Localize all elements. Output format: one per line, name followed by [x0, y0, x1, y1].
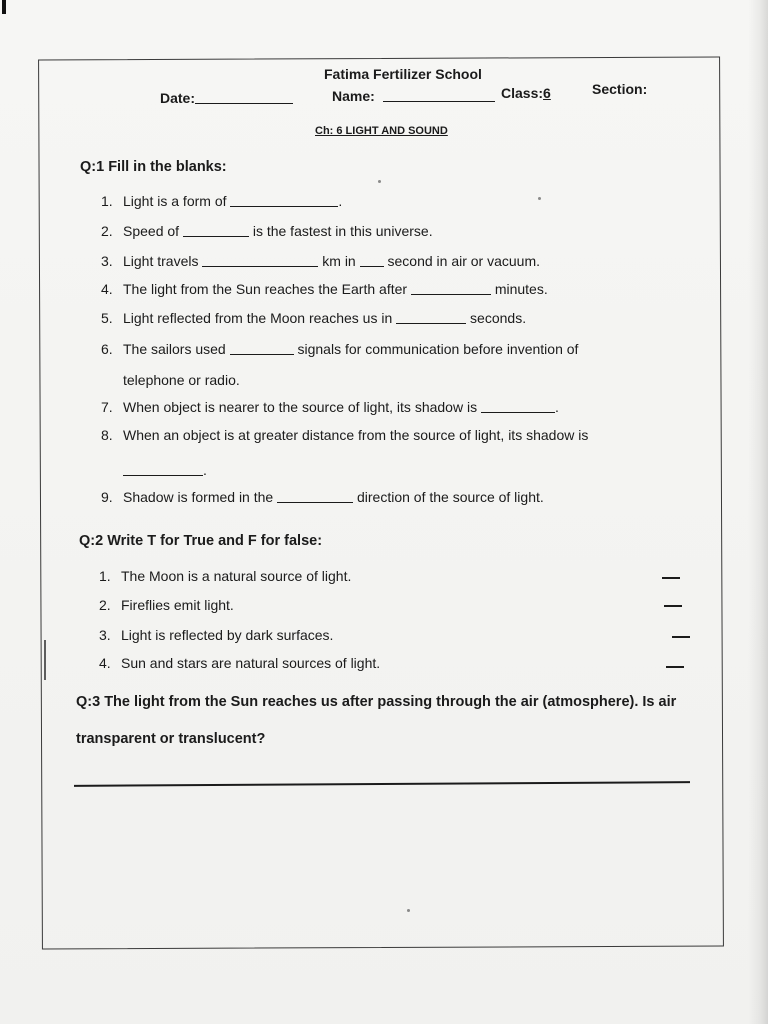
scan-speck: [407, 909, 410, 912]
q2-item: 3. Light is reflected by dark surfaces.: [99, 627, 334, 643]
q2-item: 4. Sun and stars are natural sources of light.: [99, 655, 381, 671]
q1-item-continuation: telephone or radio.: [123, 372, 240, 388]
q1-item: 6. The sailors used signals for communication before invention of: [101, 341, 579, 357]
fill-blank[interactable]: [277, 490, 353, 503]
fill-blank[interactable]: [230, 194, 338, 207]
scan-speck: [538, 197, 541, 200]
q1-item: 2. Speed of is the fastest in this universe.: [101, 223, 433, 239]
q1-title: Q:1 Fill in the blanks:: [80, 159, 227, 175]
name-blank[interactable]: [383, 89, 495, 102]
q1-item: 1. Light is a form of .: [101, 193, 343, 209]
fill-blank[interactable]: [183, 224, 249, 237]
fill-blank[interactable]: [396, 311, 466, 324]
answer-blank[interactable]: [666, 666, 684, 668]
q1-item-continuation: .: [123, 462, 207, 478]
scan-mark: [2, 0, 6, 14]
q1-item: 8. When an object is at greater distance from the source of light, its shadow is: [101, 427, 589, 443]
class-field: [501, 85, 551, 101]
q1-item: 9. Shadow is formed in the direction of the source of light.: [101, 489, 544, 505]
q3-question: Q:3 The light from the Sun reaches us after passing through the air (atmosphere). Is air: [76, 694, 677, 710]
date-label: Date:: [160, 90, 196, 106]
fill-blank[interactable]: [481, 400, 555, 413]
q3-question-continuation: transparent or translucent?: [76, 731, 266, 747]
date-field: [160, 90, 293, 106]
answer-blank[interactable]: [672, 636, 690, 638]
fill-blank[interactable]: [123, 463, 203, 476]
answer-blank[interactable]: [662, 577, 680, 579]
name-label: Name:: [332, 88, 375, 104]
fill-blank[interactable]: [411, 282, 491, 295]
fill-blank[interactable]: [230, 342, 294, 355]
q1-item: 4. The light from the Sun reaches the Earth after minutes.: [101, 281, 548, 297]
q1-item: 7. When object is nearer to the source of light, its shadow is .: [101, 399, 559, 415]
school-name: Fatima Fertilizer School: [324, 66, 482, 82]
section-label: Section:: [592, 81, 648, 97]
answer-blank[interactable]: [664, 605, 682, 607]
class-value: 6: [543, 85, 551, 101]
scan-speck: [378, 180, 381, 183]
scan-shadow: [748, 0, 768, 1024]
q1-item: 5. Light reflected from the Moon reaches us in seconds.: [101, 310, 527, 326]
fill-blank[interactable]: [202, 254, 318, 267]
class-label: Class:: [501, 85, 544, 101]
fill-blank[interactable]: [360, 254, 384, 267]
name-field: [332, 88, 495, 104]
q2-item: 2. Fireflies emit light.: [99, 597, 234, 613]
q2-item: 1. The Moon is a natural source of light.: [99, 568, 352, 584]
date-blank[interactable]: [195, 91, 293, 104]
chapter-title: Ch: 6 LIGHT AND SOUND: [315, 125, 448, 137]
q2-title: Q:2 Write T for True and F for false:: [79, 533, 323, 549]
q1-item: 3. Light travels km in second in air or vacuum.: [101, 253, 541, 269]
